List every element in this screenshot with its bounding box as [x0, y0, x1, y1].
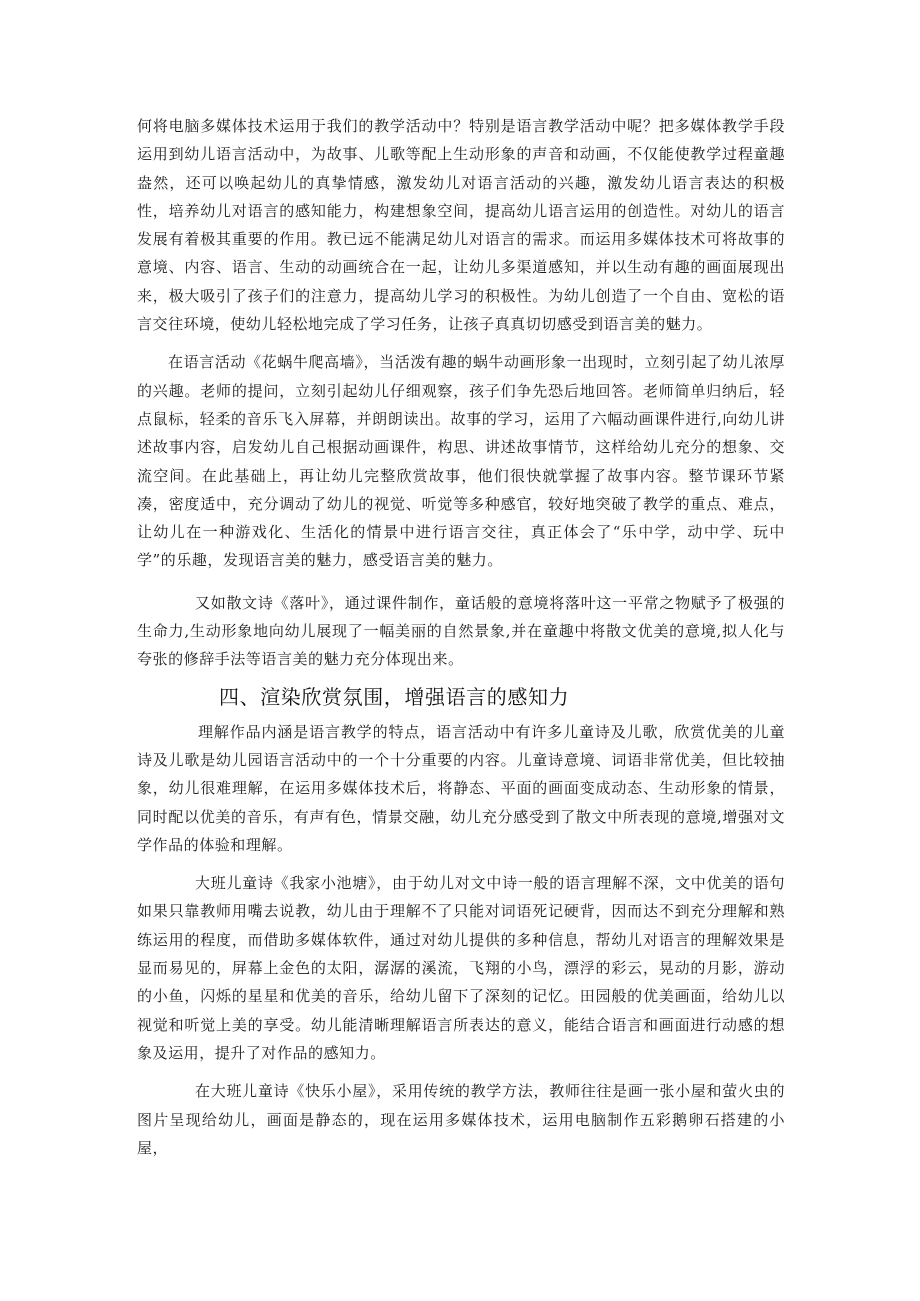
paragraph-4: 理解作品内涵是语言教学的特点，语言活动中有许多儿童诗及儿歌，欣赏优美的儿童诗及儿歌是幼儿园语言活动中的一个十分重要的内容。儿童诗意境、词语非常优美，但比较抽象，幼儿很难理解，在运用多媒体技术后，将静态、平面的画面变成动态、生动形象的情景，同时配以优美的音乐，有声有色，情景交融，幼儿充分感受到了散文中所表现的意境,增强对文学作品的体验和理解。 [137, 722, 785, 854]
paragraph-6: 在大班儿童诗《快乐小屋》，采用传统的教学方法，教师往往是画一张小屋和萤火虫的图片呈现给幼儿，画面是静态的，现在运用多媒体技术，运用电脑制作五彩鹅卵石搭建的小屋， [137, 1082, 785, 1157]
paragraph-1: 何将电脑多媒体技术运用于我们的教学活动中？特别是语言教学活动中呢？把多媒体教学手段运用到幼儿语言活动中，为故事、儿歌等配上生动形象的声音和动画，不仅能使教学过程童趣盎然，还可以唤起幼儿的真挚情感，激发幼儿对语言活动的兴趣，激发幼儿语言表达的积极性，培养幼儿对语言的感知能力，构建想象空间，提高幼儿语言运用的创造性。对幼儿的语言发展有着极其重要的作用。教已远不能满足幼儿对语言的需求。而运用多媒体技术可将故事的意境、内容、语言、生动的动画统合在一起，让幼儿多渠道感知，并以生动有趣的画面展现出来，极大吸引了孩子们的注意力，提高幼儿学习的积极性。为幼儿创造了一个自由、宽松的语言交往环境，使幼儿轻松地完成了学习任务，让孩子真真切切感受到语言美的魅力。 [137, 117, 785, 334]
paragraph-5: 大班儿童诗《我家小池塘》，由于幼儿对文中诗一般的语言理解不深，文中优美的语句如果只靠教师用嘴去说教，幼儿由于理解不了只能对词语死记硬背，因而达不到充分理解和熟练运用的程度，而借助多媒体软件，通过对幼儿提供的多种信息，帮幼儿对语言的理解效果是显而易见的，屏幕上金色的太阳，潺潺的溪流，飞翔的小鸟，漂浮的彩云，晃动的月影，游动的小鱼，闪烁的星星和优美的音乐，给幼儿留下了深刻的记忆。田园般的优美画面，给幼儿以视觉和听觉上美的享受。幼儿能清晰理解语言所表达的意义，能结合语言和画面进行动感的想象及运用，提升了对作品的感知力。 [137, 874, 785, 1062]
paragraph-3: 又如散文诗《落叶》，通过课件制作，童话般的意境将落叶这一平常之物赋予了极强的生命力,生动形象地向幼儿展现了一幅美丽的自然景象,并在童趣中将散文优美的意境,拟人化与夸张的修辞手法等语言美的魅力充分体现出来。 [137, 593, 785, 669]
document-page [137, 112, 785, 1162]
section-heading: 四、渲染欣赏氛围，增强语言的感知力 [219, 684, 570, 709]
paragraph-2: 在语言活动《花蜗牛爬高墙》，当活泼有趣的蜗牛动画形象一出现时，立刻引起了幼儿浓厚的兴趣。老师的提问，立刻引起幼儿仔细观察，孩子们争先恐后地回答。老师简单归纳后，轻点鼠标，轻柔的音乐飞入屏幕，并朗朗读出。故事的学习，运用了六幅动画课件进行,向幼儿讲述故事内容，启发幼儿自己根据动画课件，构思、讲述故事情节，这样给幼儿充分的想象、交流空间。在此基础上，再让幼儿完整欣赏故事，他们很快就掌握了故事内容。整节课环节紧凑，密度适中，充分调动了幼儿的视觉、听觉等多种感官，较好地突破了教学的重点、难点，让幼儿在一种游戏化、生活化的情景中进行语言交往，真正体会了“乐中学，动中学、玩中学”的乐趣，发现语言美的魅力，感受语言美的魅力。 [137, 353, 785, 570]
